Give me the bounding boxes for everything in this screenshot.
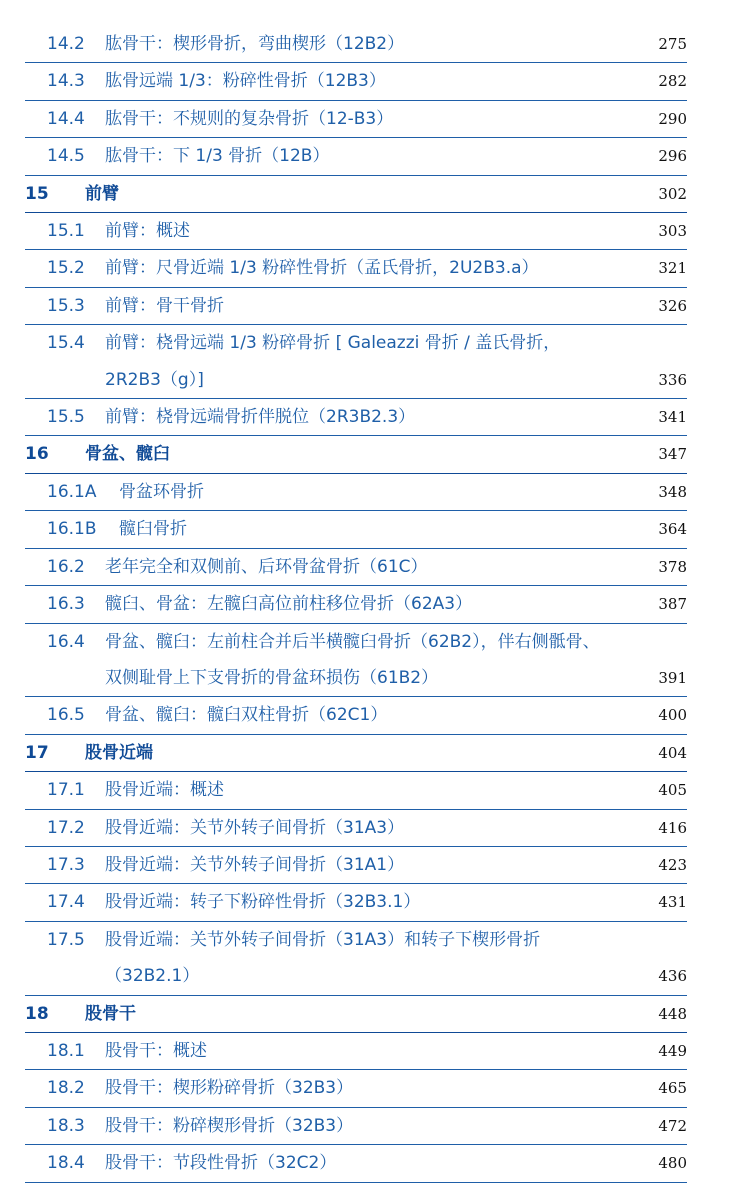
entry-title-text: 前臂：骨干骨折 — [105, 295, 224, 316]
toc-entry[interactable] — [25, 624, 687, 698]
entry-number: 17.4 — [47, 892, 85, 913]
page-number: 275 — [658, 35, 687, 53]
entry-title — [25, 399, 658, 435]
chapter-number: 17 — [25, 742, 49, 763]
entry-title-text: 肱骨干：楔形骨折，弯曲楔形（12B2） — [105, 34, 405, 54]
page-number: 378 — [658, 557, 687, 576]
page-number: 364 — [658, 520, 687, 539]
entry-title — [25, 1070, 658, 1106]
chapter-heading[interactable] — [25, 176, 687, 213]
entry-number: 14.4 — [47, 108, 85, 129]
entry-number: 18.1 — [47, 1040, 85, 1061]
entry-title-text: 股骨干：楔形粉碎骨折（32B3） — [105, 1078, 354, 1099]
toc-entry[interactable] — [25, 101, 687, 138]
chapter-title — [25, 996, 658, 1032]
page-number: 296 — [658, 147, 687, 166]
page-number: 347 — [658, 445, 687, 464]
toc-entry[interactable] — [25, 288, 687, 325]
entry-title-text: 股骨干：粉碎楔形骨折（32B3） — [105, 1115, 354, 1136]
toc-entry[interactable] — [25, 1033, 687, 1070]
entry-number: 16.1A — [47, 481, 97, 502]
chapter-number: 15 — [25, 183, 49, 204]
page-number: 431 — [658, 893, 687, 912]
page-number: 480 — [658, 1154, 687, 1173]
chapter-title-text: 前臂 — [85, 183, 119, 204]
entry-number: 18.2 — [47, 1078, 85, 1099]
entry-title-text: 股骨近端：概述 — [105, 780, 224, 801]
chapter-title-text: 股骨近端 — [85, 742, 153, 763]
entry-title — [25, 1033, 658, 1069]
entry-title-text: 股骨干：概述 — [105, 1040, 207, 1061]
toc-entry[interactable] — [25, 772, 687, 809]
toc-entry[interactable] — [25, 250, 687, 287]
entry-number: 18.3 — [47, 1115, 85, 1136]
toc-entry[interactable] — [25, 325, 687, 399]
entry-title-continuation: （32B2.1） — [105, 966, 200, 987]
entry-number: 17.5 — [47, 929, 85, 950]
page-number: 405 — [658, 781, 687, 800]
toc-entry[interactable] — [25, 511, 687, 548]
entry-title — [25, 213, 658, 249]
entry-number: 15.5 — [47, 407, 85, 428]
entry-title — [25, 624, 658, 697]
entry-title — [25, 847, 658, 883]
page-number: 387 — [658, 595, 687, 614]
entry-title-text: 骨盆、髋臼：髋臼双柱骨折（62C1） — [105, 705, 388, 726]
toc-entry[interactable] — [25, 1070, 687, 1107]
entry-title — [25, 138, 658, 174]
page-number: 391 — [658, 668, 687, 687]
chapter-heading[interactable] — [25, 996, 687, 1033]
entry-title-text: 肱骨干：不规则的复杂骨折（12-B3） — [105, 108, 394, 129]
toc-entry[interactable] — [25, 847, 687, 884]
entry-title — [25, 586, 658, 622]
entry-number: 17.1 — [47, 780, 85, 801]
entry-number: 14.2 — [47, 34, 85, 54]
entry-number: 14.3 — [47, 71, 85, 92]
toc-entry[interactable] — [25, 586, 687, 623]
chapter-number: 18 — [25, 1003, 49, 1024]
entry-title — [25, 474, 658, 510]
chapter-title — [25, 176, 658, 212]
toc-entry[interactable] — [25, 399, 687, 436]
page-number: 436 — [658, 967, 687, 986]
toc-entry[interactable] — [25, 213, 687, 250]
entry-number: 15.1 — [47, 221, 85, 242]
page-number: 290 — [658, 109, 687, 128]
chapter-title-text: 骨盆、髋臼 — [85, 444, 170, 465]
page-number: 465 — [658, 1079, 687, 1098]
entry-number: 16.2 — [47, 556, 85, 577]
entry-title — [25, 697, 658, 733]
toc-entry[interactable] — [25, 26, 687, 63]
toc-entry[interactable] — [25, 138, 687, 175]
entry-title — [25, 772, 658, 808]
entry-title-text: 髋臼骨折 — [119, 519, 187, 540]
entry-title — [25, 101, 658, 137]
entry-title — [25, 288, 658, 324]
page-number: 400 — [658, 706, 687, 725]
entry-title-text: 髋臼、骨盆：左髋臼高位前柱移位骨折（62A3） — [105, 594, 473, 615]
chapter-number: 16 — [25, 444, 49, 465]
entry-title-text: 前臂：桡骨远端 1/3 粉碎骨折 [ Galeazzi 骨折 / 盖氏骨折， — [105, 333, 561, 354]
entry-number: 16.1B — [47, 519, 97, 540]
page-number: 302 — [658, 184, 687, 203]
entry-title-text: 骨盆、髋臼：左前柱合并后半横髋臼骨折（62B2），伴右侧骶骨、 — [105, 631, 600, 652]
toc-entry[interactable] — [25, 884, 687, 921]
table-of-contents — [25, 26, 687, 1183]
page-number: 423 — [658, 855, 687, 874]
page-number: 303 — [658, 222, 687, 241]
entry-title — [25, 325, 658, 398]
toc-entry[interactable] — [25, 810, 687, 847]
entry-number: 17.2 — [47, 817, 85, 838]
entry-number: 18.4 — [47, 1153, 85, 1174]
entry-number: 15.2 — [47, 258, 85, 279]
page-number: 326 — [658, 296, 687, 315]
chapter-title-text: 股骨干 — [85, 1003, 136, 1024]
toc-entry[interactable] — [25, 63, 687, 100]
entry-title-text: 股骨近端：关节外转子间骨折（31A3）和转子下楔形骨折 — [105, 929, 541, 950]
chapter-title — [25, 436, 658, 472]
entry-title-text: 股骨近端：关节外转子间骨折（31A3） — [105, 817, 405, 838]
entry-title-continuation: 双侧耻骨上下支骨折的骨盆环损伤（61B2） — [105, 667, 439, 688]
entry-title-text: 前臂：尺骨近端 1/3 粉碎性骨折（孟氏骨折，2U2B3.a） — [105, 258, 539, 279]
entry-title — [25, 810, 658, 846]
page-number: 321 — [658, 259, 687, 278]
page-number: 472 — [658, 1116, 687, 1135]
toc-entry[interactable] — [25, 549, 687, 586]
entry-title-text: 老年完全和双侧前、后环骨盆骨折（61C） — [105, 556, 428, 577]
page-number: 282 — [658, 72, 687, 91]
chapter-heading[interactable] — [25, 735, 687, 772]
entry-title-text: 肱骨远端 1/3：粉碎性骨折（12B3） — [105, 71, 386, 92]
chapter-title — [25, 735, 658, 771]
toc-entry[interactable] — [25, 474, 687, 511]
entry-title-continuation: 2R2B3（g）] — [105, 369, 204, 390]
entry-title-text: 股骨干：节段性骨折（32C2） — [105, 1153, 337, 1174]
page-number: 448 — [658, 1004, 687, 1023]
page-number: 404 — [658, 743, 687, 762]
toc-entry[interactable] — [25, 697, 687, 734]
entry-title-text: 肱骨干：下 1/3 骨折（12B） — [105, 146, 330, 167]
entry-number: 16.3 — [47, 594, 85, 615]
page-number: 336 — [658, 370, 687, 389]
page-number: 341 — [658, 408, 687, 427]
page-number: 416 — [658, 818, 687, 837]
entry-number: 16.5 — [47, 705, 85, 726]
toc-entry[interactable] — [25, 1108, 687, 1145]
entry-title — [25, 1145, 658, 1181]
entry-number: 15.3 — [47, 295, 85, 316]
page-number: 449 — [658, 1041, 687, 1060]
entry-number: 14.5 — [47, 146, 85, 167]
entry-title-text: 股骨近端：关节外转子间骨折（31A1） — [105, 854, 405, 875]
entry-title — [25, 1108, 658, 1144]
chapter-heading[interactable] — [25, 436, 687, 473]
entry-title — [25, 26, 658, 62]
entry-title — [25, 922, 658, 995]
entry-number: 16.4 — [47, 631, 85, 652]
entry-title — [25, 884, 658, 920]
entry-title — [25, 250, 658, 286]
entry-number: 15.4 — [47, 333, 85, 354]
entry-title-text: 前臂：桡骨远端骨折伴脱位（2R3B2.3） — [105, 407, 416, 428]
entry-title-text: 骨盆环骨折 — [119, 481, 204, 502]
entry-title — [25, 549, 658, 585]
toc-entry[interactable] — [25, 922, 687, 996]
entry-title-text: 股骨近端：转子下粉碎性骨折（32B3.1） — [105, 892, 421, 913]
toc-entry[interactable] — [25, 1145, 687, 1182]
entry-number: 17.3 — [47, 854, 85, 875]
page-number: 348 — [658, 482, 687, 501]
entry-title — [25, 511, 658, 547]
entry-title — [25, 63, 658, 99]
entry-title-text: 前臂：概述 — [105, 221, 190, 242]
